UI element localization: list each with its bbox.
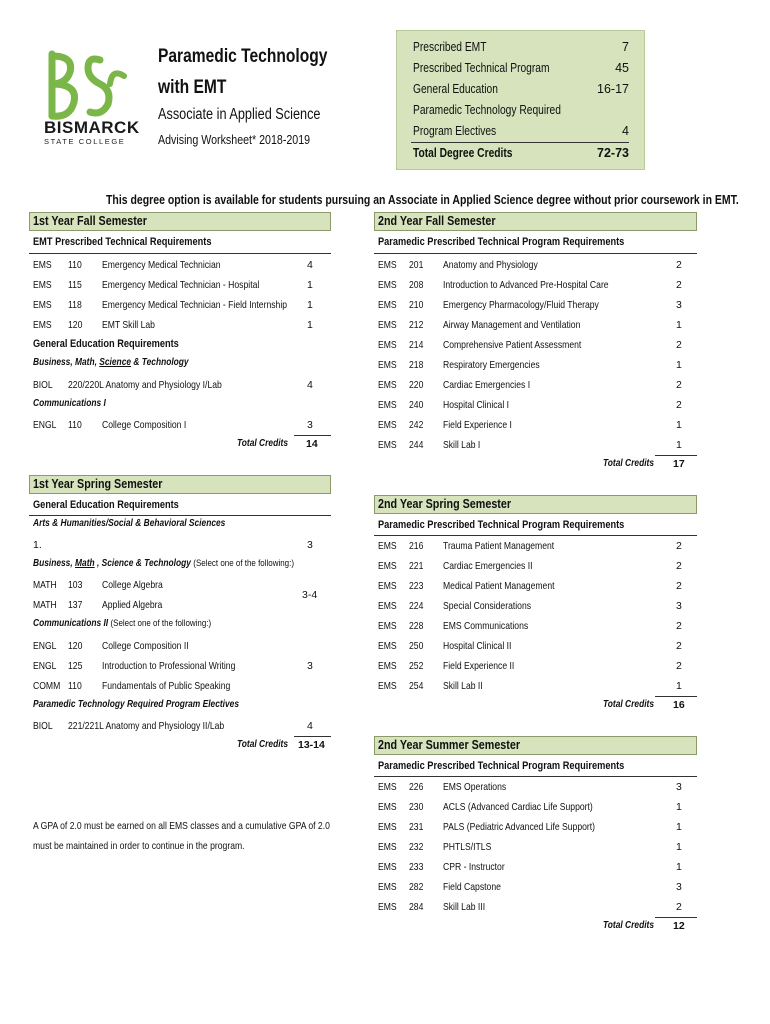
course-row: COMM 110 Fundamentals of Public Speaking <box>33 680 231 692</box>
total-credits-value: 13-14 <box>298 739 325 751</box>
course-dept: EMS <box>378 600 397 612</box>
course-row <box>378 395 696 415</box>
course-title: Medical Patient Management <box>443 580 555 592</box>
course-title: Cardiac Emergencies I <box>443 379 531 391</box>
divider <box>655 696 697 697</box>
course-cr: 2 <box>676 279 682 291</box>
total-credits-value: 17 <box>673 458 685 470</box>
divider <box>655 917 697 918</box>
course-num: 233 <box>409 861 424 873</box>
course-dept: EMS <box>378 801 397 813</box>
course-title: Hospital Clinical I <box>443 399 510 411</box>
course-row: BIOL 221/221L Anatomy and Physiology II/Lab 4 <box>33 720 313 732</box>
course-row: EMS 110 Emergency Medical Technician 4 <box>33 259 313 271</box>
divider <box>655 455 697 456</box>
total-credits-label: Total Credits <box>602 458 654 469</box>
course-dept: EMS <box>378 439 397 451</box>
course-num: 216 <box>409 540 424 552</box>
course-cr: 2 <box>676 660 682 672</box>
course-num: 284 <box>409 901 424 913</box>
course-dept: EMS <box>378 399 397 411</box>
course-title: Airway Management and Ventilation <box>443 319 581 331</box>
course-cr: 1 <box>676 821 682 833</box>
divider <box>294 435 331 436</box>
course-row <box>378 897 696 917</box>
course-row: ENGL 110 College Composition I 3 <box>33 419 313 431</box>
credit-summary-box <box>396 30 645 170</box>
course-dept: EMS <box>378 861 397 873</box>
gpa-requirement-line1: A GPA of 2.0 must be earned on all EMS classes and a cumulative GPA of 2.0 <box>33 820 330 832</box>
course-dept: EMS <box>378 881 397 893</box>
course-title: Field Experience I <box>443 419 512 431</box>
course-dept: EMS <box>378 339 397 351</box>
course-row <box>378 275 696 295</box>
course-num: 244 <box>409 439 424 451</box>
course-row <box>378 837 696 857</box>
subheading: General Education Requirements <box>33 499 179 511</box>
divider <box>294 736 331 737</box>
course-title: Hospital Clinical II <box>443 640 512 652</box>
total-credits-label: Total Credits <box>236 438 288 449</box>
summary-total-value: 72-73 <box>597 146 629 160</box>
summary-value: 45 <box>615 61 629 75</box>
course-title: Trauma Patient Management <box>443 540 555 552</box>
course-row <box>378 536 696 556</box>
course-cr: 2 <box>676 540 682 552</box>
course-row <box>378 255 696 275</box>
course-row <box>378 435 696 455</box>
course-row: MATH 103 College Algebra <box>33 579 163 591</box>
course-cr: 1 <box>676 841 682 853</box>
course-cr: 3 <box>676 299 682 311</box>
course-title: Introduction to Advanced Pre-Hospital Care <box>443 279 609 291</box>
course-title: Skill Lab II <box>443 680 483 692</box>
summary-value: 16-17 <box>597 82 629 96</box>
summary-value: 4 <box>622 124 629 138</box>
subheading: Paramedic Prescribed Technical Program Requirements <box>378 760 625 772</box>
total-credits-label: Total Credits <box>602 699 654 710</box>
course-dept: EMS <box>378 841 397 853</box>
course-title: Respiratory Emergencies <box>443 359 540 371</box>
course-row <box>378 877 696 897</box>
logo-wordmark: BISMARCK <box>44 118 140 137</box>
course-title: PALS (Pediatric Advanced Life Support) <box>443 821 596 833</box>
course-row: ENGL 120 College Composition II <box>33 640 189 652</box>
course-cr: 2 <box>676 339 682 351</box>
summary-label: Prescribed EMT <box>413 40 487 54</box>
divider <box>29 515 331 516</box>
course-dept: EMS <box>378 580 397 592</box>
section-header-1st-year-fall: 1st Year Fall Semester <box>29 212 331 231</box>
course-cr: 1 <box>676 680 682 692</box>
course-title: EMS Communications <box>443 620 529 632</box>
logo-subtitle: STATE COLLEGE <box>44 137 126 146</box>
course-num: 230 <box>409 801 424 813</box>
summary-label: Program Electives <box>413 124 497 138</box>
course-num: 208 <box>409 279 424 291</box>
course-cr: 2 <box>676 379 682 391</box>
course-title: Skill Lab III <box>443 901 486 913</box>
course-dept: EMS <box>378 781 397 793</box>
course-num: 223 <box>409 580 424 592</box>
course-title: Emergency Pharmacology/Fluid Therapy <box>443 299 599 311</box>
total-credits-label: Total Credits <box>602 920 654 931</box>
course-row <box>378 636 696 656</box>
course-cr: 2 <box>676 580 682 592</box>
category-label: Paramedic Technology Required Program Electives <box>33 699 240 710</box>
course-row <box>378 797 696 817</box>
total-credits-value: 12 <box>673 920 685 932</box>
course-cr: 2 <box>676 640 682 652</box>
divider <box>374 253 697 254</box>
category-label: Business, Math , Science & Technology (Select one of the following:) <box>33 558 294 569</box>
course-num: 201 <box>409 259 424 271</box>
course-title: EMS Operations <box>443 781 507 793</box>
total-credits-label: Total Credits <box>236 739 288 750</box>
course-num: 218 <box>409 359 424 371</box>
credits-value: 3-4 <box>302 589 318 601</box>
category-label: Business, Math, Science & Technology <box>33 357 189 368</box>
category-label: Communications II (Select one of the following:) <box>33 618 212 629</box>
course-cr: 1 <box>676 359 682 371</box>
course-row <box>378 556 696 576</box>
subheading: EMT Prescribed Technical Requirements <box>33 236 212 248</box>
course-cr: 1 <box>676 801 682 813</box>
course-cr: 1 <box>676 319 682 331</box>
program-title-line2: with EMT <box>158 77 227 98</box>
course-cr: 1 <box>676 439 682 451</box>
course-dept: EMS <box>378 660 397 672</box>
course-cr: 2 <box>676 560 682 572</box>
course-row <box>378 355 696 375</box>
course-cr: 2 <box>676 259 682 271</box>
course-dept: EMS <box>378 680 397 692</box>
course-row: MATH 137 Applied Algebra <box>33 599 163 611</box>
course-num: 254 <box>409 680 424 692</box>
summary-label: Prescribed Technical Program <box>413 61 550 75</box>
summary-value: 7 <box>622 40 629 54</box>
course-dept: EMS <box>378 540 397 552</box>
course-row: BIOL 220/220L Anatomy and Physiology I/Lab 4 <box>33 379 313 391</box>
course-cr: 2 <box>676 399 682 411</box>
course-num: 228 <box>409 620 424 632</box>
course-cr: 3 <box>676 881 682 893</box>
course-title: Skill Lab I <box>443 439 481 451</box>
course-row: EMS 120 EMT Skill Lab 1 <box>33 319 313 331</box>
course-num: 212 <box>409 319 424 331</box>
course-dept: EMS <box>378 901 397 913</box>
course-dept: EMS <box>378 279 397 291</box>
course-title: Special Considerations <box>443 600 532 612</box>
course-row <box>378 616 696 636</box>
course-title: ACLS (Advanced Cardiac Life Support) <box>443 801 593 813</box>
course-row: EMS 115 Emergency Medical Technician - Hospital 1 <box>33 279 313 291</box>
course-title: Comprehensive Patient Assessment <box>443 339 582 351</box>
course-dept: EMS <box>378 359 397 371</box>
course-num: 221 <box>409 560 424 572</box>
course-dept: EMS <box>378 379 397 391</box>
section-header-2nd-year-spring: 2nd Year Spring Semester <box>374 495 697 514</box>
course-row <box>378 375 696 395</box>
course-dept: EMS <box>378 259 397 271</box>
course-num: 214 <box>409 339 424 351</box>
degree-option-note: This degree option is available for students pursuing an Associate in Applied Science degree without prior coursework in EMT. <box>106 193 739 207</box>
course-row: EMS 118 Emergency Medical Technician - Field Internship 1 <box>33 299 313 311</box>
course-dept: EMS <box>378 560 397 572</box>
total-credits-value: 16 <box>673 699 685 711</box>
course-num: 210 <box>409 299 424 311</box>
worksheet-year: Advising Worksheet* 2018-2019 <box>158 132 311 147</box>
course-row <box>378 315 696 335</box>
course-cr: 1 <box>676 861 682 873</box>
course-cr: 3 <box>676 781 682 793</box>
course-row: 1. 3 <box>33 539 313 551</box>
course-row <box>378 576 696 596</box>
course-num: 232 <box>409 841 424 853</box>
summary-label: General Education <box>413 82 498 96</box>
course-title: Cardiac Emergencies II <box>443 560 533 572</box>
summary-label: Paramedic Technology Required <box>413 103 561 117</box>
course-num: 252 <box>409 660 424 672</box>
course-cr: 2 <box>676 901 682 913</box>
section-header-2nd-year-summer: 2nd Year Summer Semester <box>374 736 697 755</box>
course-num: 282 <box>409 881 424 893</box>
section-header-1st-year-spring: 1st Year Spring Semester <box>29 475 331 494</box>
program-title-line1: Paramedic Technology <box>158 46 328 67</box>
course-row <box>378 777 696 797</box>
total-credits-value: 14 <box>306 438 318 450</box>
course-row <box>378 596 696 616</box>
course-num: 224 <box>409 600 424 612</box>
course-cr: 1 <box>676 419 682 431</box>
course-title: PHTLS/ITLS <box>443 841 492 853</box>
divider <box>29 253 331 254</box>
subheading: Paramedic Prescribed Technical Program Requirements <box>378 519 625 531</box>
course-title: Field Experience II <box>443 660 515 672</box>
course-dept: EMS <box>378 319 397 331</box>
course-num: 240 <box>409 399 424 411</box>
course-num: 231 <box>409 821 424 833</box>
gpa-requirement-line2: must be maintained in order to continue in the program. <box>33 840 245 852</box>
course-title: Field Capstone <box>443 881 501 893</box>
category-label: Arts & Humanities/Social & Behavioral Sciences <box>33 518 226 529</box>
course-row <box>378 335 696 355</box>
course-dept: EMS <box>378 419 397 431</box>
course-row <box>378 676 696 696</box>
course-row: ENGL 125 Introduction to Professional Writing 3 <box>33 660 313 672</box>
course-title: Anatomy and Physiology <box>443 259 538 271</box>
summary-divider <box>411 142 629 143</box>
category-label: Communications I <box>33 398 106 409</box>
course-row <box>378 817 696 837</box>
course-dept: EMS <box>378 640 397 652</box>
course-num: 242 <box>409 419 424 431</box>
course-cr: 3 <box>676 600 682 612</box>
course-row <box>378 656 696 676</box>
summary-total-label: Total Degree Credits <box>413 146 513 160</box>
course-title: CPR - Instructor <box>443 861 505 873</box>
course-row <box>378 295 696 315</box>
subheading: Paramedic Prescribed Technical Program Requirements <box>378 236 625 248</box>
course-dept: EMS <box>378 821 397 833</box>
degree-type: Associate in Applied Science <box>158 106 321 123</box>
course-row <box>378 857 696 877</box>
course-dept: EMS <box>378 299 397 311</box>
course-num: 250 <box>409 640 424 652</box>
course-num: 226 <box>409 781 424 793</box>
course-dept: EMS <box>378 620 397 632</box>
course-row <box>378 415 696 435</box>
subheading: General Education Requirements <box>33 338 179 350</box>
course-num: 220 <box>409 379 424 391</box>
section-header-2nd-year-fall: 2nd Year Fall Semester <box>374 212 697 231</box>
course-cr: 2 <box>676 620 682 632</box>
